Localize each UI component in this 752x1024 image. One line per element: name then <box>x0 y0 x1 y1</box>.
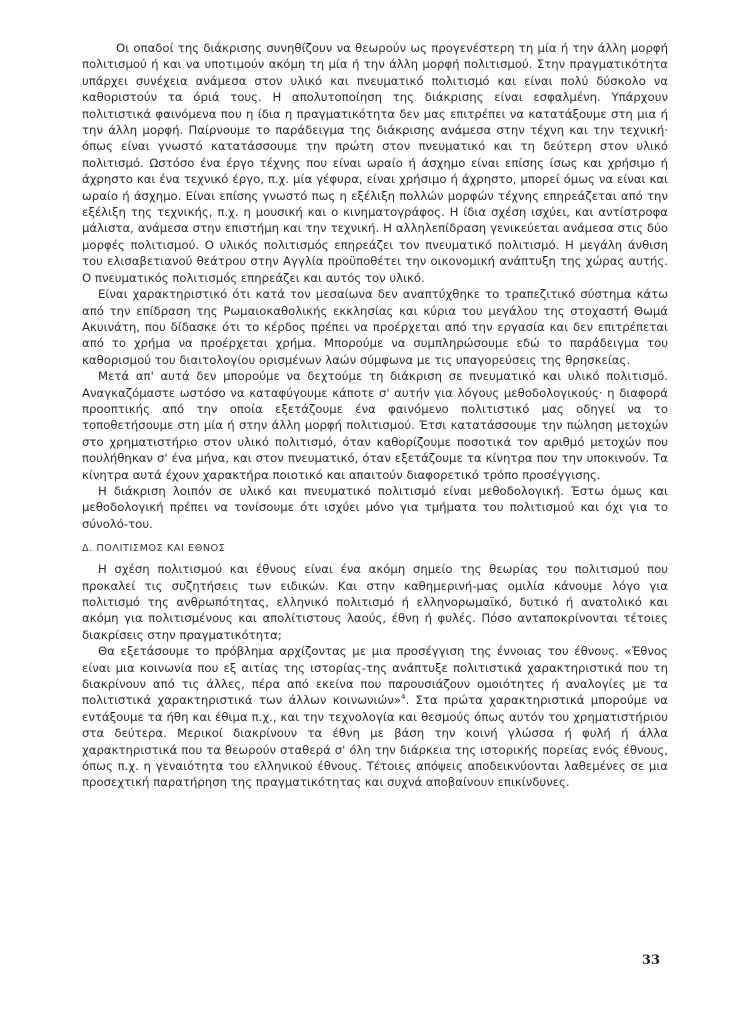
paragraph: Οι οπαδοί της διάκρισης συνηθίζουν να θεωρούν ως προγενέστερη τη μία ή την άλλη μορφή πολιτισμού ή και να υποτιμούν ακόμη τη μία ή την άλλη μορφή πολιτισμού. Στην πραγματικότητα υπάρχει συνέχεια ανάμεσα στον υλικό και πνευματικό πολιτισμό και είναι πολύ δύσκολο να καθοριστούν τα όριά τους. Η απολυτοποίηση της διάκρισης είναι εσφαλμένη. Υπάρχουν πολιτιστικά φαινόμενα που η ίδια η πραγματικότητα δεν μας επιτρέπει να κατατάξουμε στη μια ή την άλλη μορφή. Παίρνουμε το παράδειγμα της διάκρισης ανάμεσα στην τέχνη και την τεχνική· όπως είναι γνωστό κατατάσσουμε την πρώτη στον πνευματικό και τη δεύτερη στον υλικό πολιτισμό. Ωστόσο ένα έργο τέχνης που είναι ωραίο ή άσχημο είναι επίσης ίσως και χρήσιμο ή άχρηστο και ένα τεχνικό έργο, π.χ. μία γέφυρα, είναι χρήσιμο ή άχρηστο, μπορεί όμως να είναι και ωραίο ή άσχημο. Είναι επίσης γνωστό πως η εξέλιξη πολλών μορφών τέχνης επηρεάζεται από την εξέλιξη της τεχνικής, π.χ. η μουσική και ο κινηματογράφος. Η ίδια σχέση ισχύει, και αντίστροφα μάλιστα, ανάμεσα στην επιστήμη και την τεχνική. Η αλληλεπίδραση γενικεύεται ανάμεσα στις δύο μορφές πολιτισμού. Ο υλικός πολιτισμός επηρεάζει τον πνευματικό πολιτισμό. Η μεγάλη άνθιση του ελισαβετιανού θεάτρου στην Αγγλία προϋποθέτει την οικονομική ανάπτυξη της χώρας αυτής. Ο πνευματικός πολιτισμός επηρεάζει και αυτός τον υλικό. <box>82 41 668 285</box>
page-number: 33 <box>641 953 660 968</box>
paragraph: Μετά απ' αυτά δεν μπορούμε να δεχτούμε τη διάκριση σε πνευματικό και υλικό πολιτισμό. Αναγκαζόμαστε ωστόσο να καταφύγουμε κάποτε σ' αυτήν για λόγους μεθοδολογικούς· η διαφορά προοπτικής από την οποία εξετάζουμε ένα φαινόμενο πολιτιστικό μας οδηγεί να το τοποθετήσουμε στη μία ή στην άλλη μορφή πολιτισμού. Έτσι κατατάσσουμε την πώληση μετοχών στο χρηματιστήριο στον υλικό πολιτισμό, όταν καθορίζουμε ποσοτικά τον αριθμό μετοχών που πουλήθηκαν σ' ένα μήνα, και στον πνευματικό, όταν εξετάζουμε τα κίνητρα που την υποκινούν. Τα κίνητρα αυτά έχουν χαρακτήρα ποιοτικό και απαιτούν διαφορετικό τρόπο προσέγγισης. <box>82 369 668 482</box>
footnote-reference: 4 <box>400 693 406 702</box>
quotation-text: Θα εξετάσουμε το πρόβλημα αρχίζοντας με μια προσέγγιση της έννοιας του έθνους. «Έθνος είναι μια κοινωνία που εξ αιτίας της ιστορίας-της ανάπτυξε πολιτιστικά χαρακτηριστικά που τη διακρίνουν από τις άλλες, πέρα από εκείνα που παρουσιάζουν ομοιότητες ή αναλογίες με τα πολιτιστικά χαρακτηριστικά των άλλων κοινωνιών» <box>82 644 668 708</box>
book-page <box>82 40 668 990</box>
paragraph: Είναι χαρακτηριστικό ότι κατά τον μεσαίωνα δεν αναπτύχθηκε το τραπεζιτικό σύστημα κάτω από την επίδραση της Ρωμαιοκαθολικής εκκλησίας και κύρια του μεγάλου της στοχαστή Θωμά Ακυινάτη, που δίδασκε ότι το κέρδος πρέπει να προέρχεται από την εργασία και δεν επιτρέπεται από το χρήμα να προέρχεται χρήμα. Μπορούμε να συμπληρώσουμε εδώ το παράδειγμα του καθορισμού του διαιτολογίου ορισμένων λαών σύμφωνα με τις υπαγορεύσεις της θρησκείας. <box>82 287 668 367</box>
paragraph <box>82 643 668 791</box>
section-heading: Δ. ΠΟΛΙΤΙΣΜΟΣ ΚΑΙ ΕΘΝΟΣ <box>82 543 226 555</box>
paragraph: Η διάκριση λοιπόν σε υλικό και πνευματικό πολιτισμό είναι μεθοδολογική. Έστω όμως και μεθοδολογική πρέπει να τονίσουμε ότι ισχύει μόνο για τμήματα του πολιτισμού και όχι για το σύνολό-του. <box>82 483 668 531</box>
paragraph: Η σχέση πολιτισμού και έθνους είναι ένα ακόμη σημείο της θεωρίας του πολιτισμού που προκαλεί τις συζητήσεις των ειδικών. Και στην καθημερινή-μας ομιλία κάνουμε λόγο για πολιτισμό της ανθρωπότητας, ελληνικό πολιτισμό ή ελληνορωμαϊκό, δυτικό ή ανατολικό και ακόμη για πολιτισμένους και απολίτιστους λαούς, έθνη ή φυλές. Πόσο ανταποκρίνονται τέτοιες διακρίσεις στην πραγματικότητα; <box>82 562 668 642</box>
paragraph-continuation: . Στα πρώτα χαρακτηριστικά μπορούμε να εντάξουμε τα ήθη και έθιμα π.χ., και την τεχνολογία και θεσμούς όπως αυτόν του χρηματιστήριου στα δεύτερα. Μερικοί διακρίνουν τα έθνη με βάση την κοινή γλώσσα ή φυλή ή άλλα χαρακτηριστικά που τα θεωρούν σταθερά σ' όλη την διάρκεια της ιστορικής πορείας ενός έθνους, όπως π.χ. η γεναιότητα του ελληνικού έθνους. Τέτοιες απόψεις αποδεικνύονται λαθεμένες σε μια προσεχτική παρατήρηση της πραγματικότητας και συχνά αποβαίνουν επικίνδυνες. <box>82 693 668 790</box>
